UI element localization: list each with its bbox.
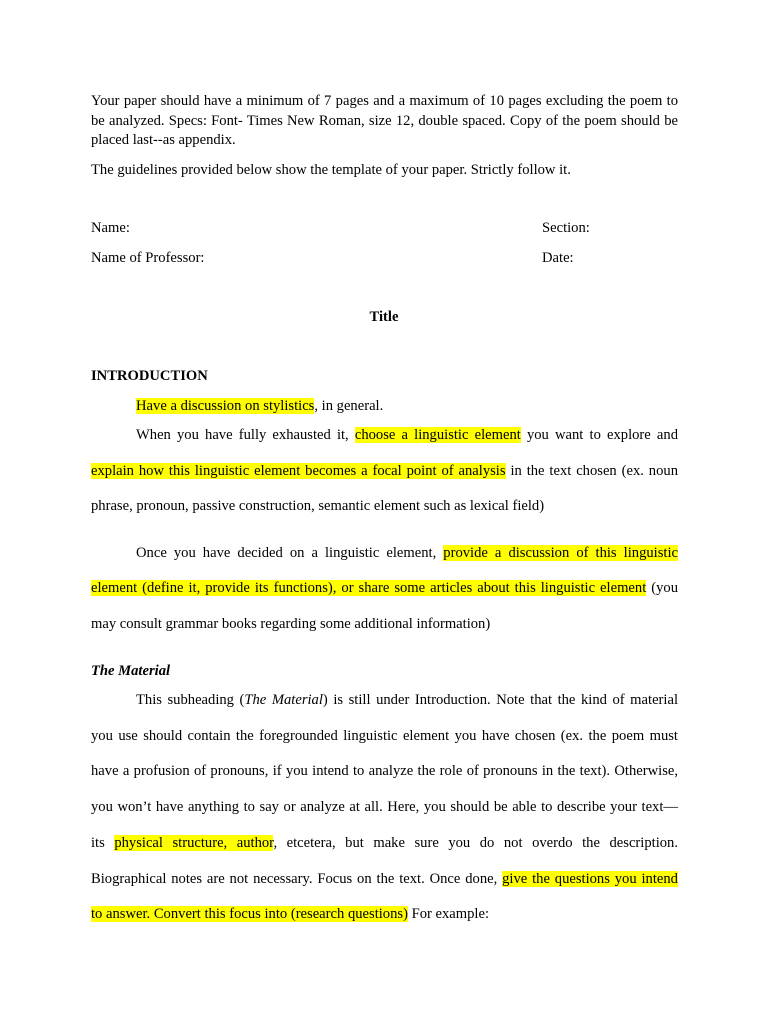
highlight-provide-discussion: provide a discussion of this linguistic (443, 545, 678, 561)
material-line-7: to answer. Convert this focus into (research questions) For example: (91, 906, 489, 922)
highlight-research-questions: to answer. Convert this focus into (research questions) (91, 906, 408, 922)
intro-line-focal-point: explain how this linguistic element becomes a focal point of analysis in the text chosen (ex. noun (91, 463, 678, 479)
highlight-stylistics: Have a discussion on stylistics (136, 398, 315, 414)
intro-line-choose-element: When you have fully exhausted it, choose a linguistic element you want to explore and (136, 427, 678, 443)
highlight-physical-structure: physical structure, author (114, 835, 274, 851)
intro-line-decided: Once you have decided on a linguistic element, provide a discussion of this linguistic (136, 545, 678, 561)
material-line-6: Biographical notes are not necessary. Focus on the text. Once done, give the questions you intend (91, 871, 678, 887)
date-field-label: Date: (542, 250, 574, 266)
highlight-define-element: element (define it, provide its functions), or share some articles about this linguistic element (91, 580, 647, 596)
material-line-1: This subheading (The Material) is still under Introduction. Note that the kind of material (136, 692, 678, 708)
intro-line-define-element: element (define it, provide its functions), or share some articles about this linguistic element (you (91, 580, 678, 596)
material-subheading: The Material (91, 663, 171, 679)
intro-line-stylistics: Have a discussion on stylistics, in general. (136, 398, 384, 414)
highlight-choose-element: choose a linguistic element (354, 427, 521, 443)
requirements-paragraph: Your paper should have a minimum of 7 pages and a maximum of 10 pages excluding the poem to be analyzed. Specs: Font- Times New Roman, size 12, double spaced. Copy of the poem should be placed last--as appendix. (91, 93, 678, 148)
guidelines-paragraph: The guidelines provided below show the template of your paper. Strictly follow it. (91, 162, 571, 178)
material-line-2: you use should contain the foregrounded linguistic element you have chosen (ex. the poem must (91, 728, 678, 744)
intro-line-grammar-books: may consult grammar books regarding some additional information) (91, 616, 491, 632)
highlight-give-questions: give the questions you intend (502, 871, 678, 887)
material-line-4: you won’t have anything to say or analyze at all. Here, you should be able to describe your text— (91, 799, 678, 815)
intro-line-examples: phrase, pronoun, passive construction, semantic element such as lexical field) (91, 498, 545, 514)
highlight-focal-point: explain how this linguistic element becomes a focal point of analysis (91, 463, 506, 479)
professor-field-label: Name of Professor: (91, 250, 205, 266)
material-line-5: its physical structure, author, etcetera, but make sure you do not overdo the description. (91, 835, 678, 851)
introduction-heading: INTRODUCTION (91, 368, 208, 384)
name-field-label: Name: (91, 220, 130, 236)
material-line-3: have a profusion of pronouns, if you intend to analyze the role of pronouns in the text). Otherwise, (91, 763, 678, 779)
section-field-label: Section: (542, 220, 590, 236)
paper-title: Title (369, 309, 399, 325)
